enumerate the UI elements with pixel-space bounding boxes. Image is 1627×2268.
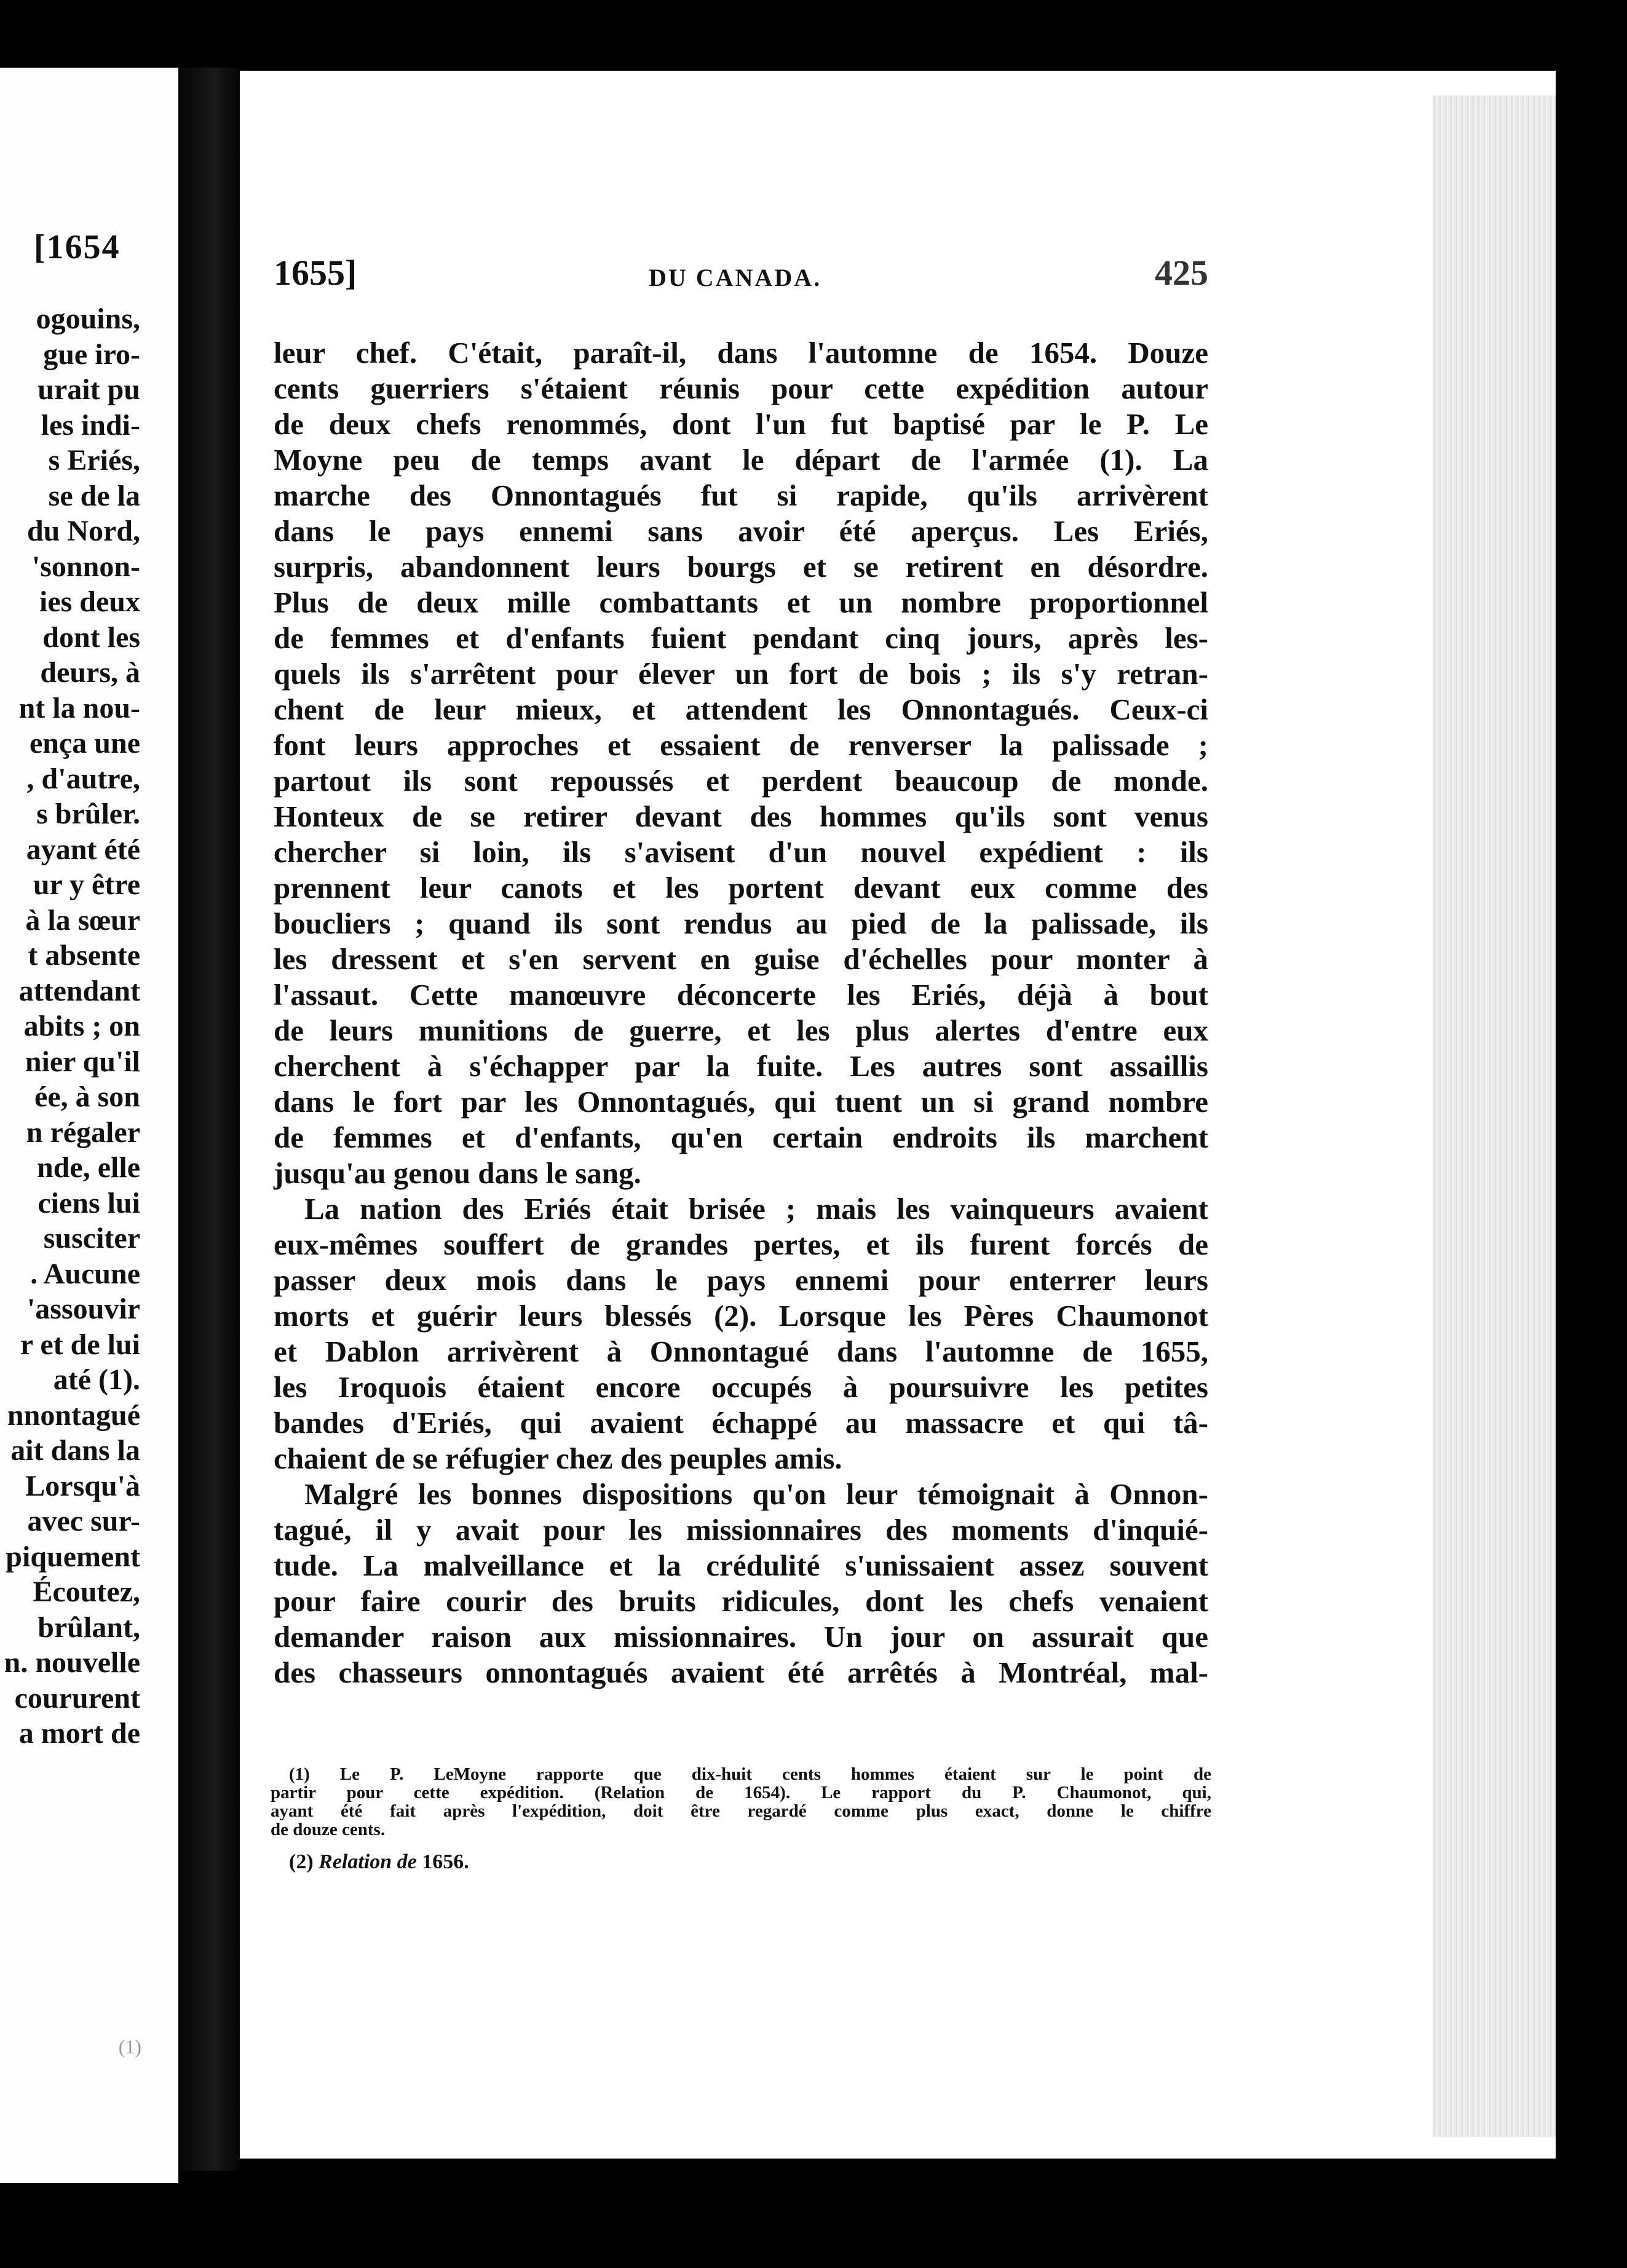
text-line: Honteux de se retirer devant des hommes qu'ils sont venus [274, 799, 1208, 833]
text-line: morts et guérir leurs blessés (2). Lorsque les Pères Chaumonot [274, 1299, 1208, 1333]
text-line: et Dablon arrivèrent à Onnontagué dans l'automne de 1655, [274, 1334, 1208, 1368]
text-line: partout ils sont repoussés et perdent beaucoup de monde. [274, 764, 1208, 798]
left-page-footnote-marker: (1) [118, 2036, 141, 2058]
text-line: pour faire courir des bruits ridicules, dont les chefs venaient [274, 1584, 1208, 1618]
text-line: Plus de deux mille combattants et un nombre proportionnel [274, 585, 1208, 619]
footnote-2-year: 1656. [422, 1850, 469, 1873]
left-page-line: abits ; on [23, 1010, 140, 1042]
left-page-line: ur y être [33, 868, 140, 901]
left-page-line: se de la [48, 479, 140, 512]
text-line: chercher si loin, ils s'avisent d'un nouvel expédient : ils [274, 835, 1208, 869]
page-edges [1433, 95, 1556, 2137]
text-line: l'assaut. Cette manœuvre déconcerte les Eriés, déjà à bout [274, 978, 1208, 1012]
left-page-line: susciter [43, 1222, 140, 1255]
text-line: passer deux mois dans le pays ennemi pour enterrer leurs [274, 1263, 1208, 1297]
footnotes [271, 1765, 1211, 1874]
paragraph [274, 335, 1208, 1191]
text-line: dans le pays ennemi sans avoir été aperçus. Les Eriés, [274, 514, 1208, 548]
left-page-line: s brûler. [36, 798, 140, 830]
paragraph [274, 1191, 1208, 1477]
footnote-line: de douze cents. [271, 1820, 386, 1839]
left-page-line: coururent [14, 1681, 140, 1715]
running-head-year: 1655] [274, 253, 357, 293]
left-page-header: [1654 [34, 228, 121, 266]
left-page-line: ogouins, [36, 303, 140, 335]
body-text [274, 335, 1208, 1691]
left-page-line: n régaler [26, 1116, 140, 1149]
text-line: de leurs munitions de guerre, et les plus alertes d'entre eux [274, 1013, 1208, 1047]
footnote-2-marker: (2) [289, 1850, 314, 1873]
text-line: La nation des Eriés était brisée ; mais les vainqueurs avaient [304, 1192, 1208, 1226]
text-line: dans le fort par les Onnontagués, qui tuent un si grand nombre [274, 1085, 1208, 1119]
running-head [274, 252, 1208, 295]
text-line: de deux chefs renommés, dont l'un fut baptisé par le P. Le [274, 407, 1208, 441]
text-line: de femmes et d'enfants, qu'en certain endroits ils marchent [274, 1120, 1208, 1154]
text-line: jusqu'au genou dans le sang. [274, 1156, 641, 1190]
left-page-line: ée, à son [34, 1080, 140, 1113]
text-line: eux-mêmes souffert de grandes pertes, et ils furent forcés de [274, 1227, 1208, 1261]
text-line: tagué, il y avait pour les missionnaires des moments d'inquié- [274, 1513, 1208, 1547]
left-page-line: nt la nou- [18, 691, 140, 724]
left-page-line: brûlant, [38, 1611, 140, 1644]
left-page-line: 'assouvir [26, 1293, 140, 1325]
left-page-line: a mort de [18, 1717, 140, 1750]
left-page-line: s Eriés, [48, 444, 140, 477]
text-line: de femmes et d'enfants fuient pendant cinq jours, après les- [274, 621, 1208, 655]
text-line: Moyne peu de temps avant le départ de l'armée (1). La [274, 443, 1208, 477]
left-page-line: ença une [30, 727, 140, 759]
left-page-line: du Nord, [26, 515, 140, 547]
left-page-text [0, 301, 140, 1751]
left-page-line: Écoutez, [33, 1576, 140, 1608]
text-line: bandes d'Eriés, qui avaient échappé au massacre et qui tâ- [274, 1406, 1208, 1440]
left-page-line: 'sonnon- [31, 550, 140, 583]
left-page-line: ciens lui [38, 1186, 140, 1219]
left-page-line: à la sœur [25, 903, 140, 937]
paragraph [274, 1477, 1208, 1691]
left-page-line: piquement [6, 1540, 140, 1573]
running-head-title: DU CANADA. [649, 264, 822, 291]
footnote-2-source: Relation de [319, 1850, 417, 1873]
text-line: marche des Onnontagués fut si rapide, qu'ils arrivèrent [274, 478, 1208, 512]
text-line: prennent leur canots et les portent devant eux comme des [274, 871, 1208, 905]
text-line: surpris, abandonnent leurs bourgs et se retirent en désordre. [274, 550, 1208, 584]
left-page-line: . Aucune [30, 1257, 140, 1290]
footnote-1 [271, 1765, 1211, 1839]
left-page-line: ait dans la [10, 1434, 140, 1467]
text-line: tude. La malveillance et la crédulité s'unissaient assez souvent [274, 1548, 1208, 1582]
text-line: leur chef. C'était, paraît-il, dans l'automne de 1654. Douze [274, 336, 1208, 370]
left-page-line: gue iro- [43, 338, 140, 371]
text-line: demander raison aux missionnaires. Un jour on assurait que [274, 1620, 1208, 1654]
footnote-line: ayant été fait après l'expédition, doit être regardé comme plus exact, donne le chiffre [271, 1801, 1211, 1821]
right-page [240, 71, 1556, 2159]
text-line: les Iroquois étaient encore occupés à poursuivre les petites [274, 1370, 1208, 1404]
left-page-line: Lorsqu'à [25, 1469, 140, 1502]
text-line: font leurs approches et essaient de renverser la palissade ; [274, 728, 1208, 762]
left-page-line: , d'autre, [26, 762, 140, 795]
text-line: les dressent et s'en servent en guise d'échelles pour monter à [274, 942, 1208, 976]
left-page-line: r et de lui [20, 1328, 140, 1361]
left-page-line: dont les [42, 621, 140, 654]
text-line: boucliers ; quand ils sont rendus au pied de la palissade, ils [274, 906, 1208, 940]
footnote-2 [271, 1850, 1211, 1874]
left-page-line: ies deux [39, 585, 140, 618]
left-page-line: urait pu [38, 373, 140, 406]
left-page-line: nnontagué [7, 1398, 140, 1432]
left-page-line: attendant [18, 974, 140, 1007]
text-line: quels ils s'arrêtent pour élever un fort de bois ; ils s'y retran- [274, 657, 1208, 691]
text-line: chent de leur mieux, et attendent les Onnontagués. Ceux-ci [274, 692, 1208, 726]
left-page-line: avec sur- [27, 1505, 140, 1537]
page-number: 425 [1155, 253, 1208, 293]
footnote-line: (1) Le P. LeMoyne rapporte que dix-huit cents hommes étaient sur le point de [289, 1764, 1211, 1784]
text-line: chaient de se réfugier chez des peuples amis. [274, 1441, 842, 1475]
footnote-line: partir pour cette expédition. (Relation de 1654). Le rapport du P. Chaumonot, qui, [271, 1783, 1211, 1802]
text-line: cherchent à s'échapper par la fuite. Les autres sont assaillis [274, 1049, 1208, 1083]
left-page-line: les indi- [41, 408, 140, 442]
left-page-line: nde, elle [37, 1151, 140, 1184]
text-line: Malgré les bonnes dispositions qu'on leur témoignait à Onnon- [304, 1477, 1208, 1511]
left-page-line: deurs, à [40, 656, 140, 689]
book-binding-gutter [178, 68, 240, 2171]
left-page [0, 68, 178, 2183]
left-page-line: até (1). [53, 1363, 140, 1396]
left-page-line: t absente [28, 939, 140, 972]
left-page-line: n. nouvelle [4, 1646, 140, 1679]
text-line: des chasseurs onnontagués avaient été arrêtés à Montréal, mal- [274, 1655, 1208, 1689]
text-line: cents guerriers s'étaient réunis pour cette expédition autour [274, 371, 1208, 405]
left-page-line: ayant été [26, 833, 140, 866]
left-page-line: nier qu'il [25, 1045, 140, 1078]
